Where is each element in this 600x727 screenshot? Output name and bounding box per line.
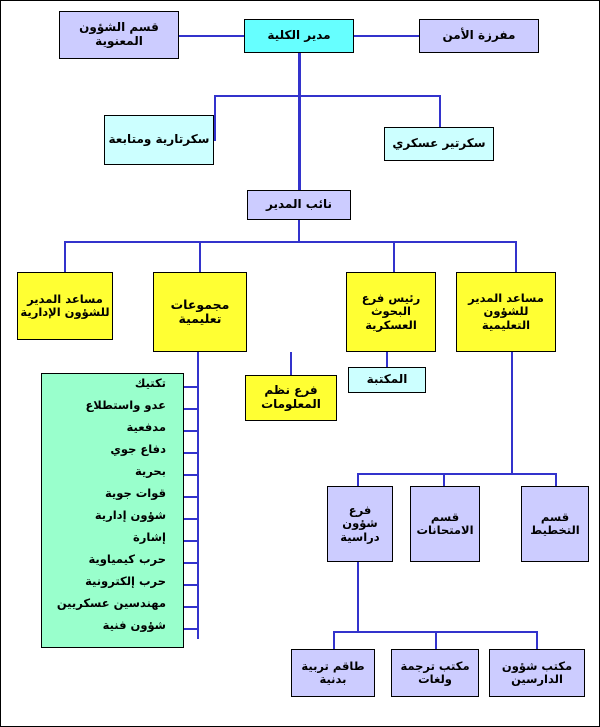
list-item: حرب كيمياوية	[88, 552, 166, 566]
bus-drop-groups	[199, 241, 201, 272]
node-military-research-head[interactable]	[346, 272, 436, 352]
node-students-affairs-office[interactable]	[489, 649, 585, 697]
bus-edu-drop-exams	[443, 473, 445, 486]
node-label: مساعد المدير للشؤون الإدارية	[20, 291, 110, 319]
list-item: إشارة	[133, 530, 166, 544]
link-secretariat-h	[214, 95, 300, 97]
node-library[interactable]	[348, 367, 426, 393]
link-secretariat-v	[214, 95, 216, 141]
link-groups-info	[290, 352, 292, 375]
node-study-affairs-branch[interactable]	[327, 486, 393, 562]
node-exams-section[interactable]	[410, 486, 480, 562]
link-milsec-h	[299, 95, 441, 97]
node-label: مدير الكلية	[267, 28, 331, 43]
link-research-library	[386, 352, 388, 367]
node-label: نائب المدير	[266, 197, 332, 212]
list-item: تكتيك	[134, 376, 166, 390]
node-label: قسم الامتحانات	[416, 509, 474, 537]
link-director-security	[353, 35, 420, 37]
node-label: فرع شؤون دراسية	[340, 503, 380, 544]
node-education-groups[interactable]	[153, 272, 247, 352]
bus-bottom-drop-physical	[333, 631, 335, 649]
node-label: مساعد المدير للشؤون التعليمية	[468, 291, 544, 332]
list-item: حرب إلكترونية	[85, 574, 166, 588]
bus-bottom-drop-students	[536, 631, 538, 649]
node-label: طاقم تربية بدنية	[301, 658, 365, 686]
link-director-trunk	[298, 53, 301, 190]
node-label: سكرتارية ومتابعة	[108, 132, 210, 147]
list-item: مدفعية	[126, 420, 166, 434]
link-study-down	[357, 562, 359, 632]
node-secretariat-followup[interactable]	[104, 115, 214, 165]
list-item: شؤون فنية	[102, 618, 166, 632]
node-assistant-education[interactable]	[456, 272, 556, 352]
node-label: مجموعات تعليمية	[170, 296, 230, 326]
node-label: قسم التخطيط	[530, 509, 580, 537]
node-label: مكتب ترجمة ولغات	[400, 658, 470, 686]
link-director-moral	[179, 35, 245, 37]
list-item: بحرية	[134, 464, 166, 478]
node-physical-education-staff[interactable]	[291, 649, 375, 697]
node-label: مفرزة الأمن	[442, 28, 516, 43]
list-item: قوات جوية	[104, 486, 166, 500]
node-info-systems-branch[interactable]	[245, 375, 337, 421]
link-milsec-v	[439, 95, 441, 127]
bus-edu	[357, 473, 557, 475]
node-label: المكتبة	[366, 372, 408, 387]
node-college-director[interactable]	[244, 19, 354, 53]
list-item: مهندسين عسكريين	[56, 596, 166, 610]
node-label: قسم الشؤون المعنوية	[79, 20, 159, 48]
list-item: شؤون إدارية	[94, 508, 166, 522]
node-translation-languages-office[interactable]	[391, 649, 479, 697]
node-military-secretary[interactable]	[384, 127, 494, 161]
bus-edu-drop-planning	[555, 473, 557, 486]
list-item: عدو واستطلاع	[85, 398, 166, 412]
node-label: مكتب شؤون الدارسين	[501, 658, 573, 686]
node-moral-affairs[interactable]	[59, 11, 179, 59]
node-deputy-director[interactable]	[247, 190, 351, 220]
list-item: دفاع جوي	[110, 442, 166, 456]
node-assistant-admin[interactable]	[17, 272, 113, 340]
node-label: فرع نظم المعلومات	[261, 383, 321, 411]
bus-drop-admin	[64, 241, 66, 272]
bus-drop-research	[393, 241, 395, 272]
bus-drop-education	[515, 241, 517, 272]
node-security-detachment[interactable]	[419, 19, 539, 53]
link-edu-down	[511, 352, 513, 474]
node-label: سكرتير عسكري	[392, 136, 486, 151]
node-label: رئيس فرع البحوث العسكرية	[361, 291, 421, 332]
node-planning-section[interactable]	[521, 486, 589, 562]
bus-edu-drop-study	[357, 473, 359, 486]
link-deputy-down	[298, 220, 300, 242]
bus-bottom-drop-translation	[435, 631, 437, 649]
bus-main	[64, 241, 517, 243]
